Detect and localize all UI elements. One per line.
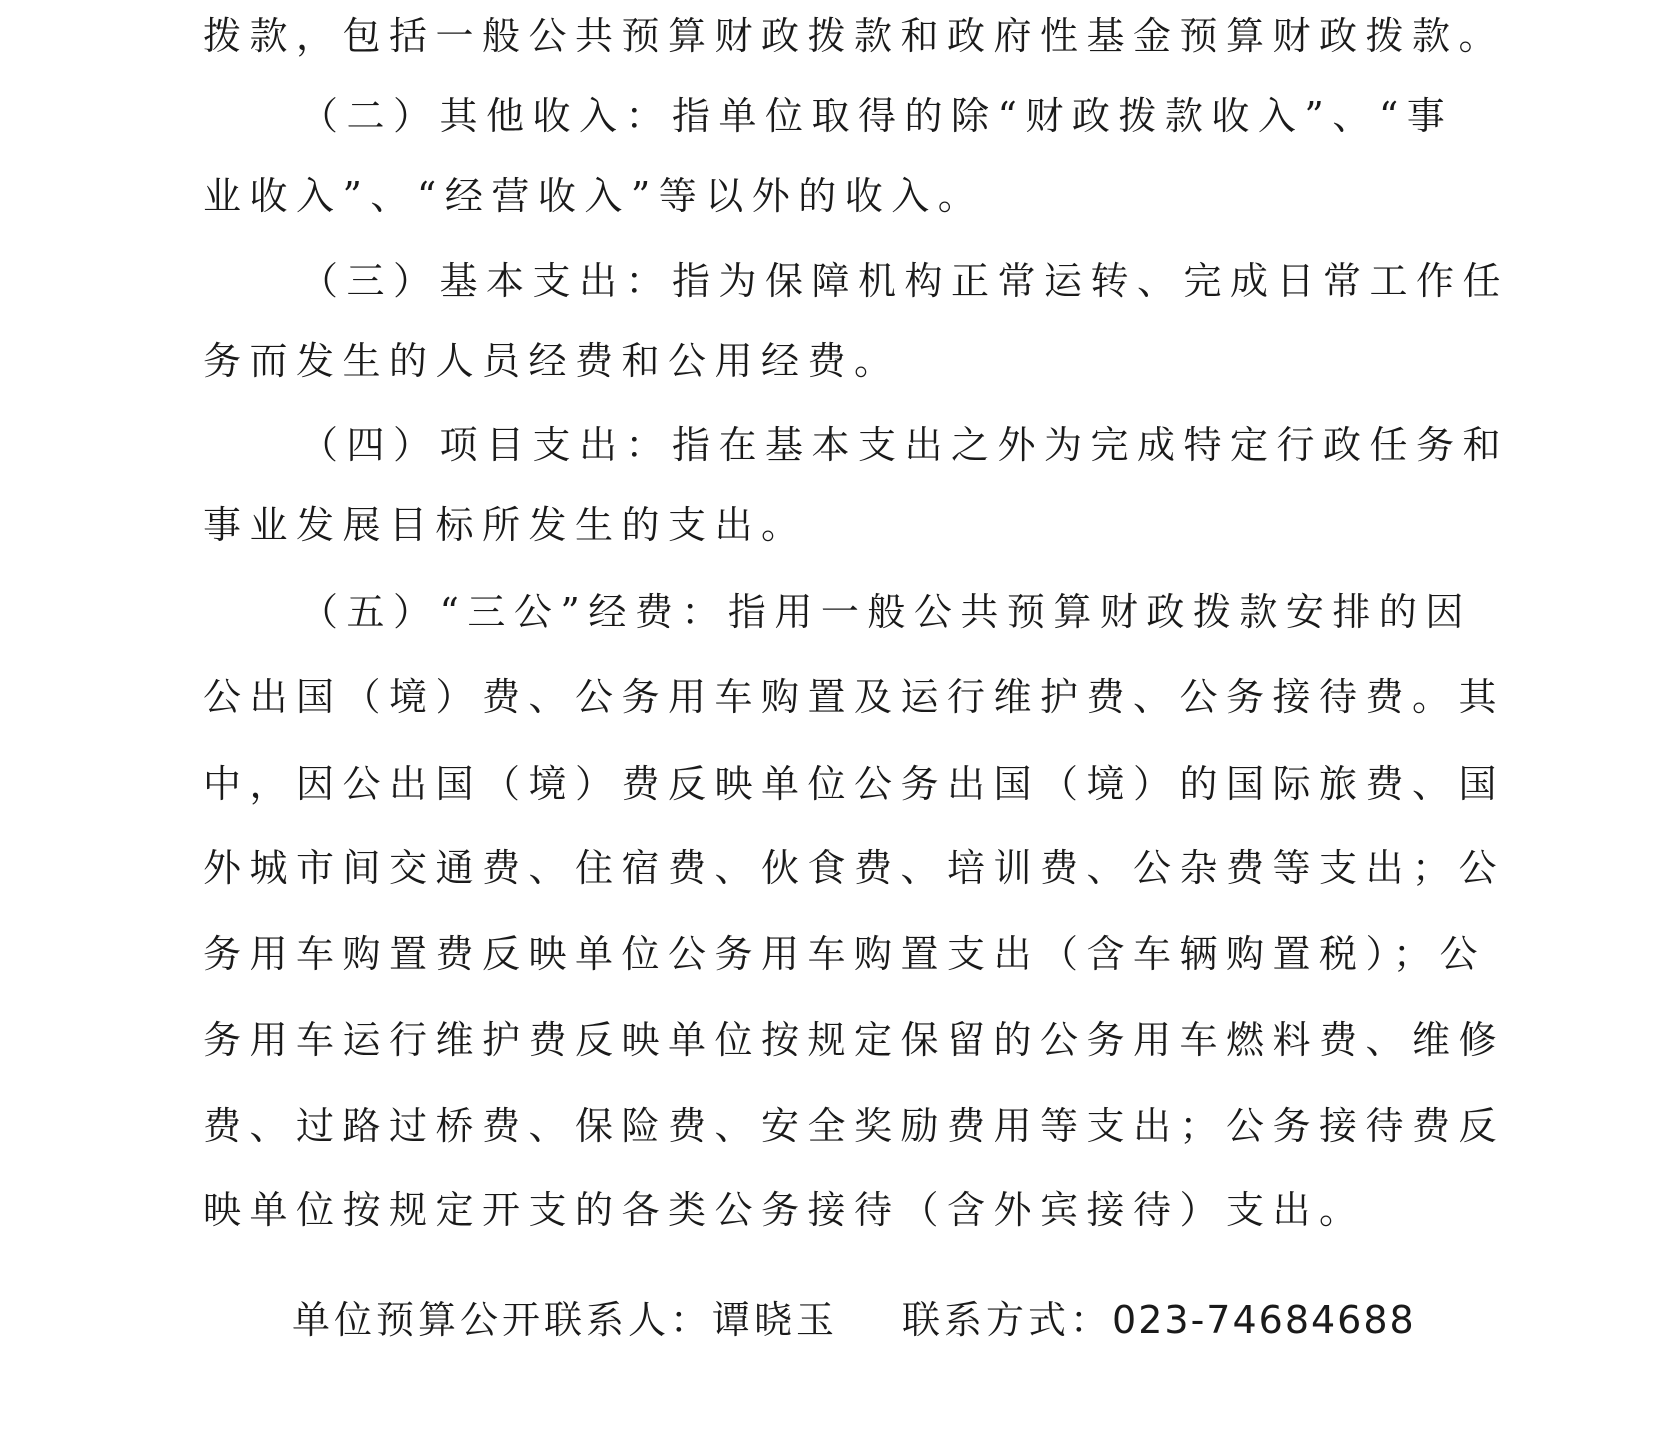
text-line: 映单位按规定开支的各类公务接待（含外宾接待）支出。	[203, 1188, 1366, 1232]
contact-person-name: 谭晓玉	[712, 1298, 839, 1342]
text-line: 事业发展目标所发生的支出。	[203, 503, 808, 547]
text-line: 务而发生的人员经费和公用经费。	[203, 339, 901, 383]
text-line: 业收入”、“经营收入”等以外的收入。	[203, 174, 985, 218]
contact-method-label: 联系方式：	[902, 1298, 1113, 1342]
text-line: （五）“三公”经费：指用一般公共预算财政拨款安排的因	[300, 590, 1472, 634]
contact-phone: 023-74684688	[1112, 1298, 1416, 1342]
text-line: 务用车运行维护费反映单位按规定保留的公务用车燃料费、维修	[203, 1018, 1506, 1062]
text-line: 外城市间交通费、住宿费、伙食费、培训费、公杂费等支出；公	[203, 846, 1506, 890]
text-line: 费、过路过桥费、保险费、安全奖励费用等支出；公务接待费反	[203, 1104, 1506, 1148]
contact-person-label: 单位预算公开联系人：	[292, 1298, 713, 1342]
text-line: 中，因公出国（境）费反映单位公务出国（境）的国际旅费、国	[203, 762, 1506, 806]
text-line: （二）其他收入：指单位取得的除“财政拨款收入”、“事	[300, 94, 1454, 138]
contact-info	[292, 1290, 1416, 1350]
text-line: 拨款，包括一般公共预算财政拨款和政府性基金预算财政拨款。	[203, 14, 1506, 58]
text-line: （四）项目支出：指在基本支出之外为完成特定行政任务和	[300, 423, 1510, 467]
text-line: （三）基本支出：指为保障机构正常运转、完成日常工作任	[300, 259, 1510, 303]
text-line: 公出国（境）费、公务用车购置及运行维护费、公务接待费。其	[203, 675, 1506, 719]
text-line: 务用车购置费反映单位公务用车购置支出（含车辆购置税）；公	[203, 932, 1487, 976]
